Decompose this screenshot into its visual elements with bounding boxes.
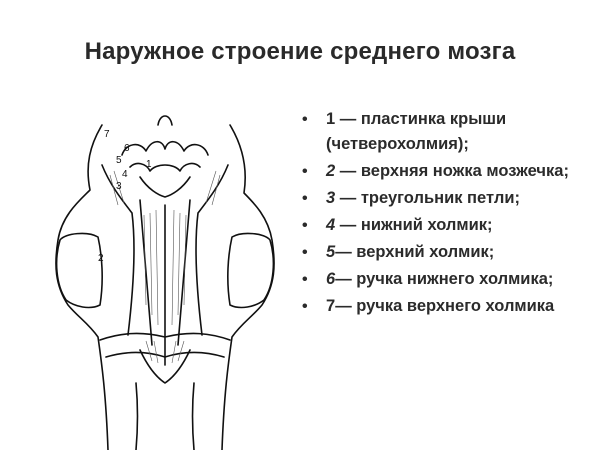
left-hemisphere — [57, 233, 103, 307]
legend-list — [298, 107, 593, 321]
bullet-icon: • — [302, 244, 308, 261]
legend-text: — треугольник петли; — [335, 189, 520, 207]
legend-text: — ручка нижнего холмика; — [335, 270, 554, 288]
bullet-icon: • — [302, 111, 308, 128]
label-6: 6 — [124, 143, 130, 154]
colliculi — [122, 142, 208, 155]
bullet-icon: • — [302, 190, 308, 207]
label-1: 1 — [146, 159, 152, 170]
legend-text: — верхняя ножка мозжечка; — [335, 162, 569, 180]
legend-number: 5 — [326, 243, 336, 261]
legend-number: 4 — [326, 216, 336, 234]
label-2: 2 — [98, 253, 104, 264]
slide-title: Наружное строение среднего мозга — [84, 38, 516, 65]
legend-number: 7 — [326, 297, 336, 315]
midbrain-drawing — [40, 105, 290, 450]
bullet-icon: • — [302, 298, 308, 315]
label-4: 4 — [122, 169, 128, 180]
legend-number: 3 — [326, 189, 336, 207]
legend-text: — пластинка крыши (четверохолмия); — [326, 110, 507, 153]
midbrain-illustration — [40, 105, 290, 450]
legend-item — [298, 267, 593, 292]
right-hemisphere — [228, 233, 274, 307]
legend-item — [298, 294, 593, 319]
legend-item — [298, 186, 593, 211]
legend-text: — нижний холмик; — [335, 216, 493, 234]
label-3: 3 — [116, 181, 122, 192]
bullet-icon: • — [302, 163, 308, 180]
legend-item — [298, 107, 593, 157]
legend-item — [298, 159, 593, 184]
brainstem-outline — [56, 125, 108, 450]
legend-item — [298, 240, 593, 265]
legend-number: 2 — [326, 162, 336, 180]
bullet-icon: • — [302, 271, 308, 288]
legend-text: — верхний холмик; — [335, 243, 495, 261]
legend-text: — ручка верхнего холмика — [335, 297, 555, 315]
label-5: 5 — [116, 155, 122, 166]
legend-number: 6 — [326, 270, 336, 288]
label-7: 7 — [104, 129, 110, 140]
bullet-icon: • — [302, 217, 308, 234]
legend-item — [298, 213, 593, 238]
legend-number: 1 — [326, 110, 336, 128]
